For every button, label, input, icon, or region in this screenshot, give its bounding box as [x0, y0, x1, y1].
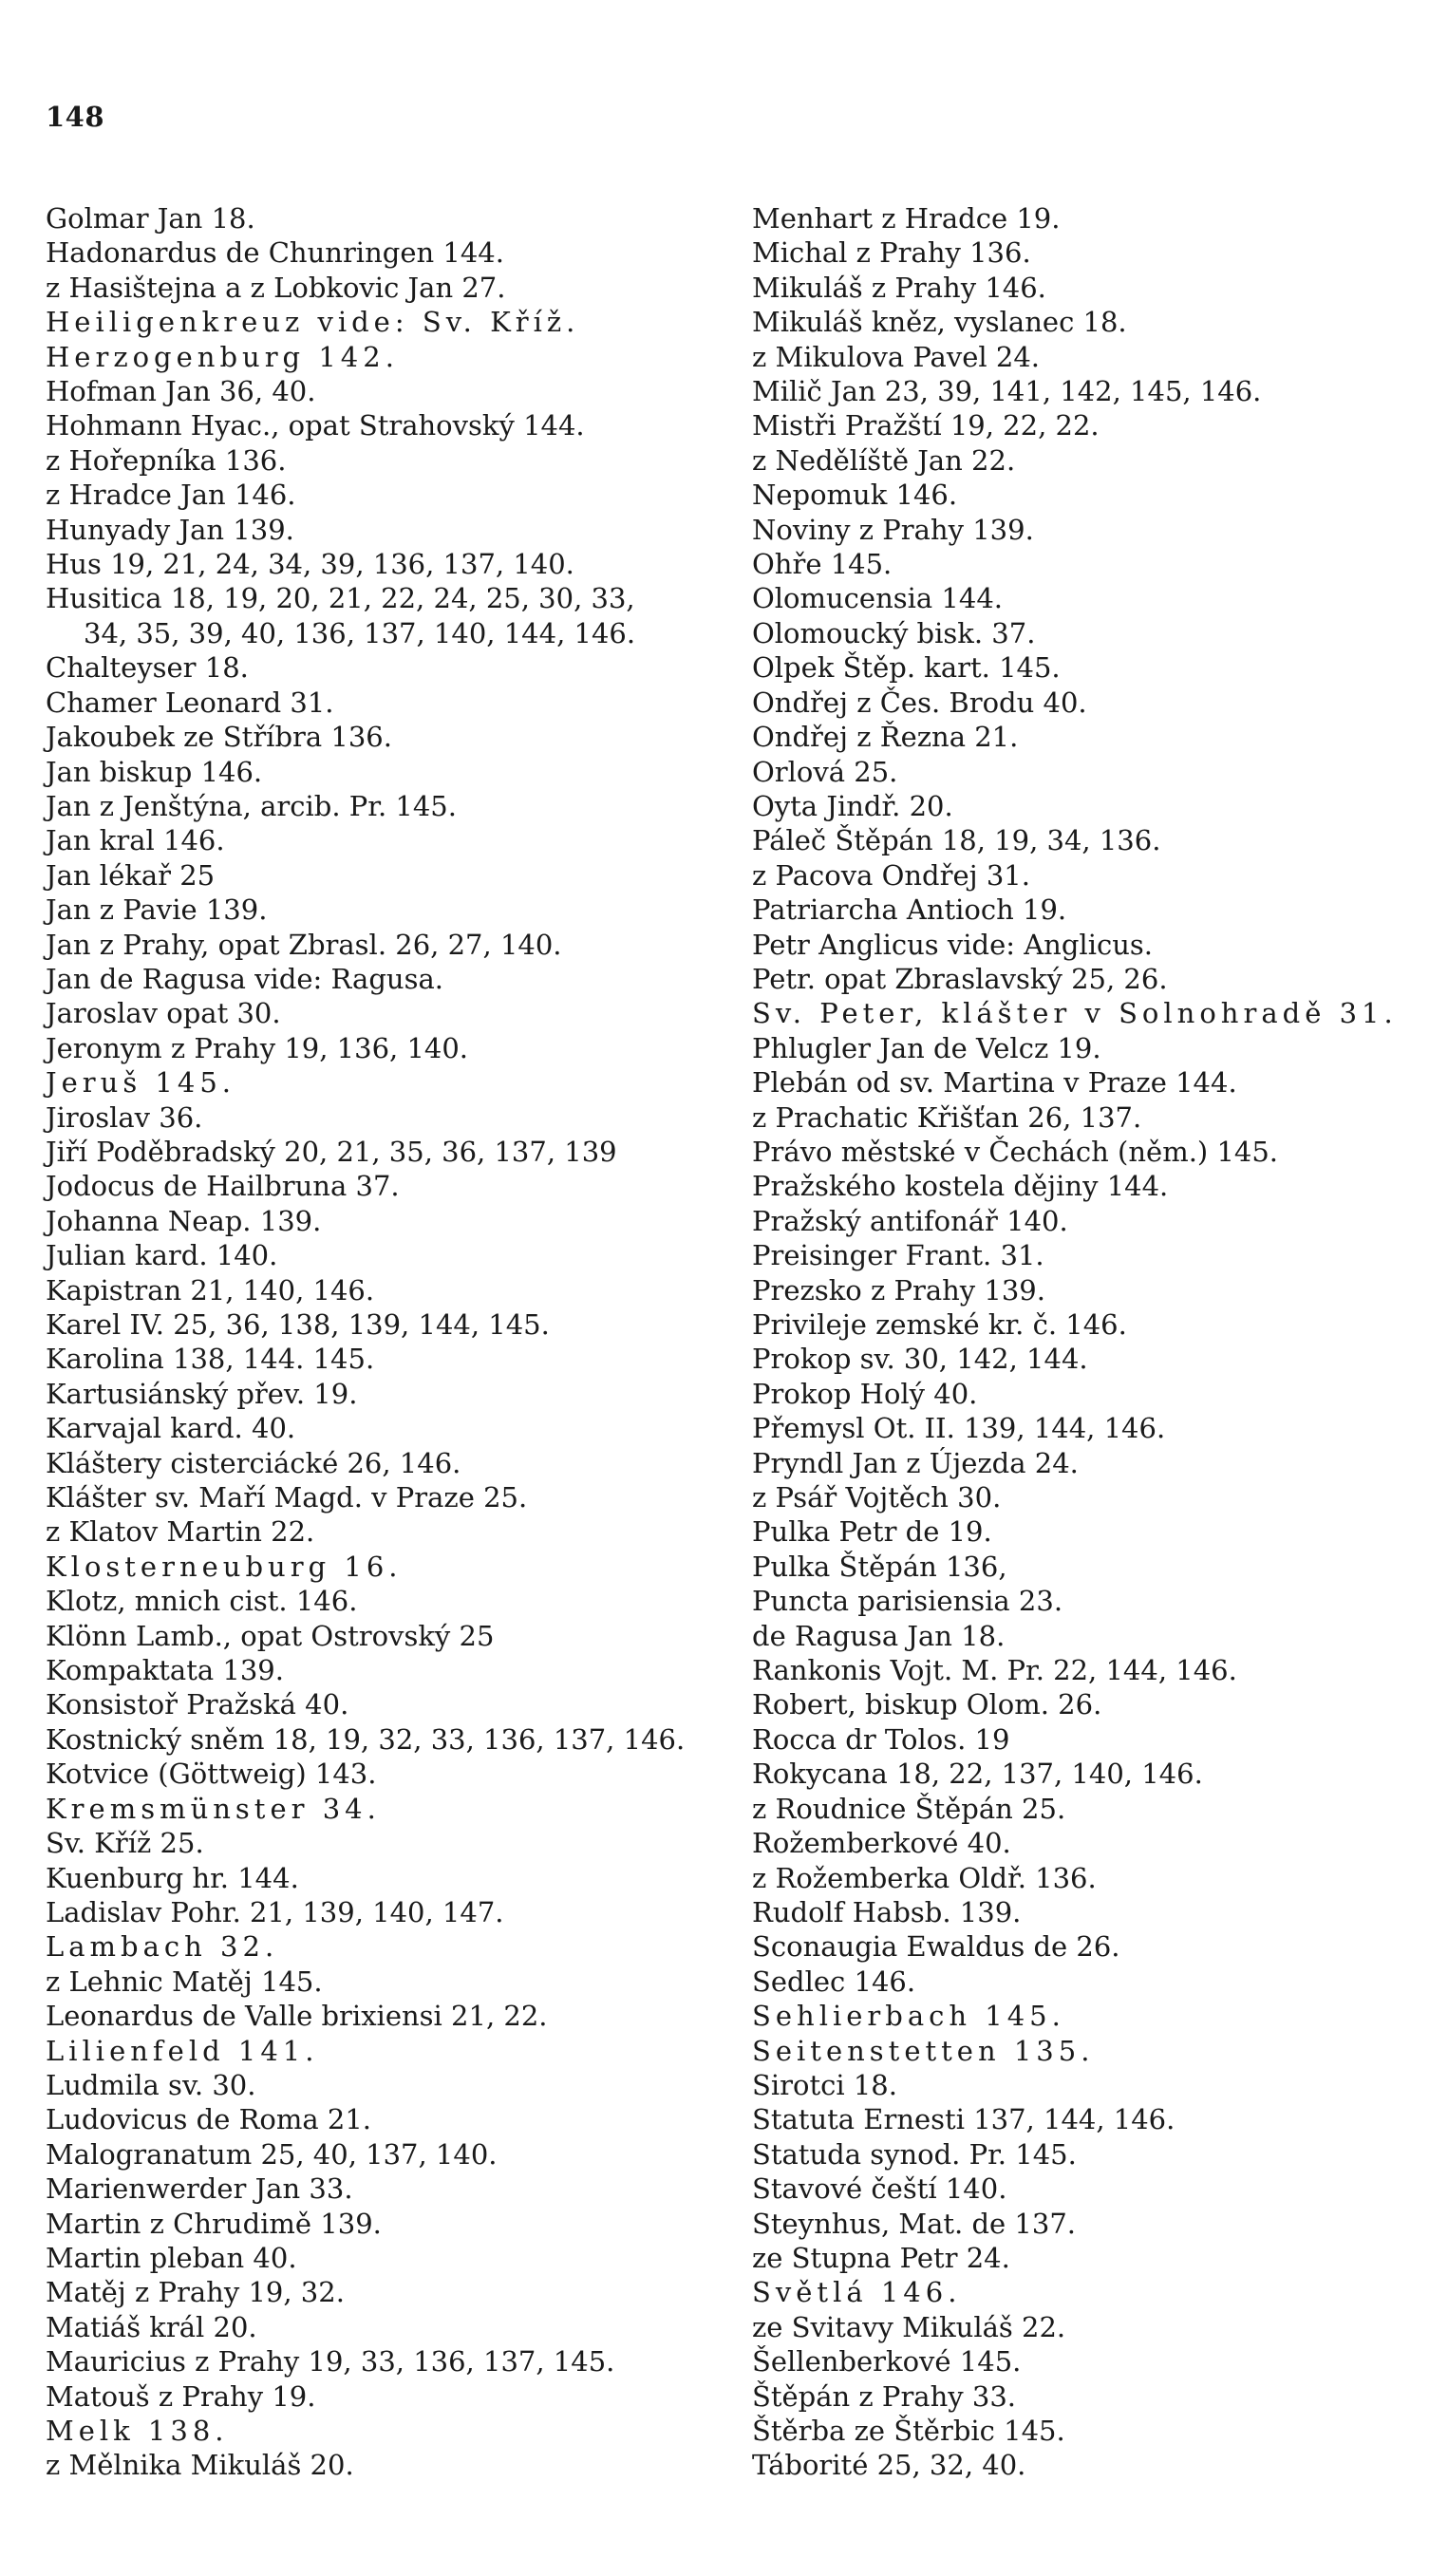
index-entry: Ludmila sv. 30. — [46, 2068, 256, 2101]
index-entry: Herzogenburg 142. — [46, 340, 399, 373]
index-entry: Menhart z Hradce 19. — [752, 202, 1061, 235]
index-entry: Rocca dr Tolos. 19 — [752, 1722, 1010, 1756]
index-entry: z Hasištejna a z Lobkovic Jan 27. — [46, 271, 506, 304]
index-entry: Marienwerder Jan 33. — [46, 2172, 353, 2206]
index-entry: 34, 35, 39, 40, 136, 137, 140, 144, 146. — [84, 616, 636, 649]
index-entry: Olpek Štěp. kart. 145. — [752, 651, 1061, 685]
index-entry: Kartusiánský přev. 19. — [46, 1377, 358, 1410]
index-entry: z Lehnic Matěj 145. — [46, 1965, 323, 1998]
index-entry: Konsistoř Pražská 40. — [46, 1688, 349, 1721]
index-entry: Sconaugia Ewaldus de 26. — [752, 1930, 1120, 1964]
index-entry: Jan kral 146. — [46, 824, 225, 857]
index-entry: Johanna Neap. 139. — [46, 1204, 322, 1237]
index-entry: Ondřej z Čes. Brodu 40. — [752, 686, 1087, 719]
index-entry: Golmar Jan 18. — [46, 202, 255, 235]
index-entry: Štěpán z Prahy 33. — [752, 2379, 1016, 2413]
index-entry: Karvajal kard. 40. — [46, 1412, 296, 1445]
index-entry: Noviny z Prahy 139. — [752, 513, 1034, 546]
index-entry: Rožemberkové 40. — [752, 1827, 1011, 1860]
index-entry: ze Svitavy Mikuláš 22. — [752, 2310, 1066, 2343]
index-entry: Husitica 18, 19, 20, 21, 22, 24, 25, 30, 33, — [46, 582, 635, 615]
index-entry: Patriarcha Antioch 19. — [752, 893, 1067, 927]
index-entry: Štěrba ze Štěrbic 145. — [752, 2415, 1065, 2447]
index-entry: Ondřej z Řezna 21. — [752, 721, 1019, 754]
index-entry: Pražského kostela dějiny 144. — [752, 1170, 1169, 1203]
index-entry: Sehlierbach 145. — [752, 2000, 1065, 2033]
index-entry: Jan z Prahy, opat Zbrasl. 26, 27, 140. — [46, 928, 562, 961]
index-entry: Jeruš 145. — [46, 1066, 235, 1100]
index-entry: Leonardus de Valle brixiensi 21, 22. — [46, 2000, 548, 2033]
index-entry: Kotvice (Göttweig) 143. — [46, 1758, 377, 1791]
index-entry: Olomucensia 144. — [752, 582, 1004, 615]
index-entry: Jan de Ragusa vide: Ragusa. — [46, 962, 443, 995]
index-entry: Mikuláš kněz, vyslanec 18. — [752, 306, 1127, 339]
index-entry: Statuta Ernesti 137, 144, 146. — [752, 2103, 1175, 2136]
index-entry: Kapistran 21, 140, 146. — [46, 1273, 375, 1307]
index-column-right — [752, 201, 1436, 2483]
index-entry: z Mikulova Pavel 24. — [752, 340, 1040, 373]
index-entry: Jakoubek ze Stříbra 136. — [46, 721, 392, 754]
index-entry: Matouš z Prahy 19. — [46, 2379, 316, 2413]
index-entry: Hunyady Jan 139. — [46, 513, 294, 546]
index-entry: Sirotci 18. — [752, 2068, 897, 2101]
index-entry: Preisinger Frant. 31. — [752, 1239, 1044, 1272]
index-entry: z Prachatic Křišťan 26, 137. — [752, 1100, 1142, 1134]
index-entry: Mauricius z Prahy 19, 33, 136, 137, 145. — [46, 2345, 615, 2379]
index-entry: Jiří Poděbradský 20, 21, 35, 36, 137, 139 — [46, 1135, 617, 1168]
index-entry: Lambach 32. — [46, 1930, 279, 1964]
index-entry: Oyta Jindř. 20. — [752, 789, 953, 822]
index-entry: Phlugler Jan de Velcz 19. — [752, 1031, 1101, 1064]
index-entry: Sv. Kříž 25. — [46, 1827, 204, 1860]
index-entry: z Hradce Jan 146. — [46, 479, 296, 512]
index-entry: Matiáš král 20. — [46, 2310, 257, 2343]
index-entry: Statuda synod. Pr. 145. — [752, 2137, 1077, 2171]
index-entry: Lilienfeld 141. — [46, 2034, 319, 2067]
index-entry: Jaroslav opat 30. — [46, 997, 281, 1030]
index-entry: Ludovicus de Roma 21. — [46, 2103, 372, 2136]
index-entry: Pražský antifonář 140. — [752, 1204, 1068, 1237]
index-entry: Mikuláš z Prahy 146. — [752, 271, 1046, 304]
index-entry: Hohmann Hyac., opat Strahovský 144. — [46, 409, 585, 442]
index-entry: Klotz, mnich cist. 146. — [46, 1585, 358, 1618]
index-entry: Steynhus, Mat. de 137. — [752, 2207, 1077, 2240]
index-entry: Matěj z Prahy 19, 32. — [46, 2276, 345, 2309]
index-entry: Pryndl Jan z Újezda 24. — [752, 1446, 1079, 1479]
index-entry: Stavové čeští 140. — [752, 2172, 1007, 2206]
index-entry: Jodocus de Hailbruna 37. — [46, 1170, 400, 1203]
index-entry: Šellenberkové 145. — [752, 2345, 1022, 2379]
index-entry: z Klatov Martin 22. — [46, 1515, 315, 1549]
index-entry: Robert, biskup Olom. 26. — [752, 1688, 1102, 1721]
index-entry: Rankonis Vojt. M. Pr. 22, 144, 146. — [752, 1654, 1237, 1687]
index-entry: ze Stupna Petr 24. — [752, 2241, 1010, 2274]
index-entry: Kremsmünster 34. — [46, 1792, 381, 1825]
index-entry: Chamer Leonard 31. — [46, 686, 334, 719]
index-entry: Prokop Holý 40. — [752, 1377, 978, 1410]
index-entry: Klönn Lamb., opat Ostrovský 25 — [46, 1619, 495, 1652]
index-entry: Rudolf Habsb. 139. — [752, 1895, 1022, 1928]
index-entry: z Rožemberka Oldř. 136. — [752, 1861, 1097, 1894]
index-entry: Melk 138. — [46, 2415, 229, 2447]
index-entry: Pulka Štěpán 136, — [752, 1550, 1007, 1583]
index-entry: Ohře 145. — [752, 548, 893, 581]
index-entry: Jan lékař 25 — [46, 858, 216, 892]
index-entry: Táborité 25, 32, 40. — [752, 2449, 1026, 2482]
index-entry: Sedlec 146. — [752, 1965, 916, 1998]
index-entry: Nepomuk 146. — [752, 479, 958, 512]
index-entry: Seitenstetten 135. — [752, 2034, 1095, 2067]
index-entry: Jan biskup 146. — [46, 755, 263, 788]
index-entry: Kláštery cisterciácké 26, 146. — [46, 1446, 461, 1479]
index-entry: Klášter sv. Maří Magd. v Praze 25. — [46, 1481, 528, 1514]
index-entry: Karel IV. 25, 36, 138, 139, 144, 145. — [46, 1308, 550, 1341]
index-entry: z Roudnice Štěpán 25. — [752, 1792, 1066, 1825]
index-entry: de Ragusa Jan 18. — [752, 1619, 1006, 1652]
index-entry: Prokop sv. 30, 142, 144. — [752, 1343, 1088, 1376]
index-entry: Kuenburg hr. 144. — [46, 1861, 299, 1894]
index-entry: Martin pleban 40. — [46, 2241, 297, 2274]
index-column-left — [46, 201, 710, 2483]
index-entry: Mistři Pražští 19, 22, 22. — [752, 409, 1100, 442]
index-entry: Karolina 138, 144. 145. — [46, 1343, 375, 1376]
index-entry: Milič Jan 23, 39, 141, 142, 145, 146. — [752, 375, 1262, 408]
index-entry: Plebán od sv. Martina v Praze 144. — [752, 1066, 1237, 1100]
index-entry: Puncta parisiensia 23. — [752, 1585, 1063, 1618]
index-entry: Michal z Prahy 136. — [752, 236, 1031, 270]
index-entry: Malogranatum 25, 40, 137, 140. — [46, 2137, 498, 2171]
index-entry: Hofman Jan 36, 40. — [46, 375, 316, 408]
index-entry: Olomoucký bisk. 37. — [752, 616, 1036, 649]
index-entry: Hus 19, 21, 24, 34, 39, 136, 137, 140. — [46, 548, 574, 581]
index-entry: Kostnický sněm 18, 19, 32, 33, 136, 137, 146. — [46, 1722, 686, 1756]
index-entry: z Hořepníka 136. — [46, 443, 287, 477]
index-entry: Páleč Štěpán 18, 19, 34, 136. — [752, 824, 1161, 857]
index-entry: Martin z Chrudimě 139. — [46, 2207, 382, 2240]
index-entry: z Pacova Ondřej 31. — [752, 858, 1030, 892]
index-entry: Jan z Jenštýna, arcib. Pr. 145. — [46, 789, 457, 822]
index-entry: Privileje zemské kr. č. 146. — [752, 1308, 1127, 1341]
page-number: 148 — [46, 101, 105, 133]
index-entry: Petr. opat Zbraslavský 25, 26. — [752, 962, 1168, 995]
index-entry: Orlová 25. — [752, 755, 898, 788]
index-entry: Ladislav Pohr. 21, 139, 140, 147. — [46, 1895, 504, 1928]
index-entry: z Psář Vojtěch 30. — [752, 1481, 1002, 1514]
index-entry: Rokycana 18, 22, 137, 140, 146. — [752, 1758, 1203, 1791]
index-entry: Klosterneuburg 16. — [46, 1550, 403, 1583]
index-entry: Jan z Pavie 139. — [46, 893, 268, 927]
index-entry: Jiroslav 36. — [46, 1100, 203, 1134]
index-entry: Pulka Petr de 19. — [752, 1515, 992, 1549]
index-entry: z Nedělíště Jan 22. — [752, 443, 1016, 477]
index-entry: Chalteyser 18. — [46, 651, 249, 685]
index-entry: Přemysl Ot. II. 139, 144, 146. — [752, 1412, 1166, 1445]
index-entry: Sv. Peter, klášter v Solnohradě 31. — [752, 997, 1398, 1030]
index-entry: Petr Anglicus vide: Anglicus. — [752, 928, 1153, 961]
index-entry: Julian kard. 140. — [46, 1239, 278, 1272]
index-entry: Právo městské v Čechách (něm.) 145. — [752, 1135, 1279, 1168]
index-entry: Jeronym z Prahy 19, 136, 140. — [46, 1031, 469, 1064]
index-entry: z Mělnika Mikuláš 20. — [46, 2449, 354, 2482]
index-entry: Heiligenkreuz vide: Sv. Kříž. — [46, 306, 580, 339]
index-entry: Světlá 146. — [752, 2276, 962, 2309]
index-entry: Kompaktata 139. — [46, 1654, 284, 1687]
index-entry: Prezsko z Prahy 139. — [752, 1273, 1045, 1307]
index-entry: Hadonardus de Chunringen 144. — [46, 236, 504, 270]
